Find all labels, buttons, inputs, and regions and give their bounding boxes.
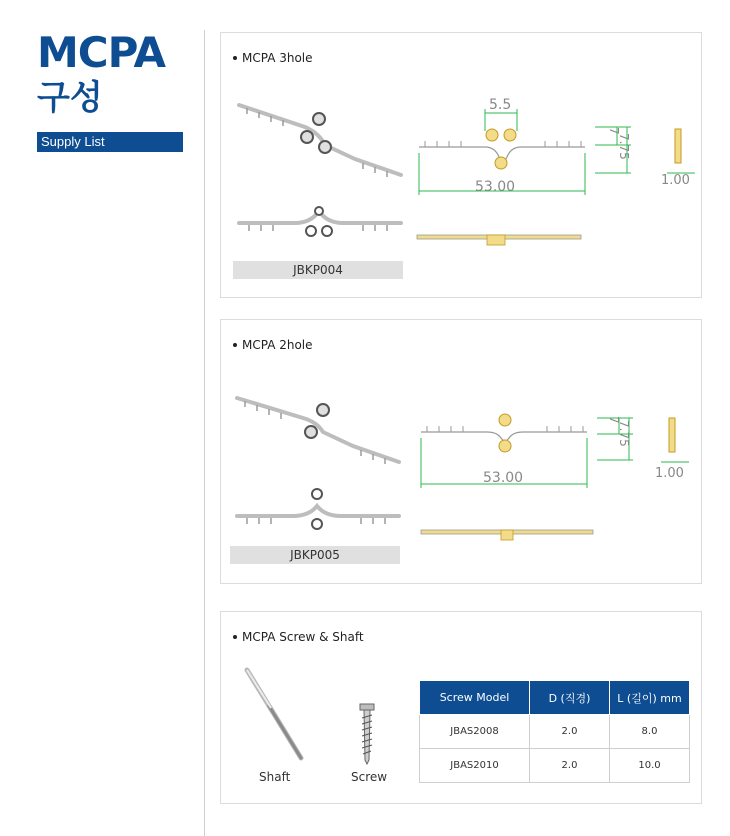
plate-3hole-drawing-edge <box>417 229 587 249</box>
header-diameter: D (직경) <box>530 681 610 715</box>
bullet-icon <box>233 343 237 347</box>
cell-length: 10.0 <box>610 749 690 783</box>
screw-label: Screw <box>351 770 388 784</box>
header-screw-model: Screw Model <box>420 681 530 715</box>
product-card-3hole <box>220 32 702 298</box>
table-row <box>420 715 690 749</box>
shaft-image <box>241 664 311 764</box>
dim-thickness: 1.00 <box>661 173 690 188</box>
dim-length: 53.00 <box>475 179 516 195</box>
section-title: MCPA Screw & Shaft <box>233 630 364 644</box>
dim-height-a: 7 <box>607 416 621 424</box>
plate-3hole-photo-flat <box>235 197 405 247</box>
plate-2hole-drawing-edge <box>421 526 595 546</box>
cell-length: 8.0 <box>610 715 690 749</box>
plate-2hole-photo-flat <box>233 484 403 534</box>
dim-hole-pitch: 5.5 <box>489 97 512 113</box>
dim-thickness: 1.00 <box>655 466 684 481</box>
cell-model: JBAS2008 <box>420 715 530 749</box>
brand-title: MCPA <box>37 28 166 77</box>
vertical-divider <box>204 30 205 836</box>
bullet-icon <box>233 56 237 60</box>
screw-image <box>357 702 377 766</box>
brand-subtitle: 구성 <box>37 78 103 118</box>
dim-height-b: 7.75 <box>617 133 631 160</box>
screw-spec-table <box>419 680 690 783</box>
product-title: MCPA 3hole <box>233 51 313 65</box>
shaft-label: Shaft <box>259 770 291 784</box>
plate-2hole-photo-angled <box>233 392 403 472</box>
plate-2hole-drawing-side <box>661 414 691 474</box>
cell-model: JBAS2010 <box>420 749 530 783</box>
brand-column <box>37 30 183 152</box>
cell-diameter: 2.0 <box>530 715 610 749</box>
product-card-2hole <box>220 319 702 584</box>
plate-2hole-drawing-top <box>417 404 597 504</box>
screw-shaft-card <box>220 611 702 804</box>
dim-length: 53.00 <box>483 470 524 486</box>
bullet-icon <box>233 635 237 639</box>
dim-height-a: 7 <box>607 127 621 135</box>
dim-height-b: 7.75 <box>617 420 631 447</box>
product-code: JBKP005 <box>230 546 400 564</box>
table-row <box>420 749 690 783</box>
cell-diameter: 2.0 <box>530 749 610 783</box>
product-title: MCPA 2hole <box>233 338 313 352</box>
product-code: JBKP004 <box>233 261 403 279</box>
plate-3hole-photo-angled <box>235 97 405 187</box>
header-length: L (길이) mm <box>610 681 690 715</box>
supply-list-label: Supply List <box>37 132 183 152</box>
